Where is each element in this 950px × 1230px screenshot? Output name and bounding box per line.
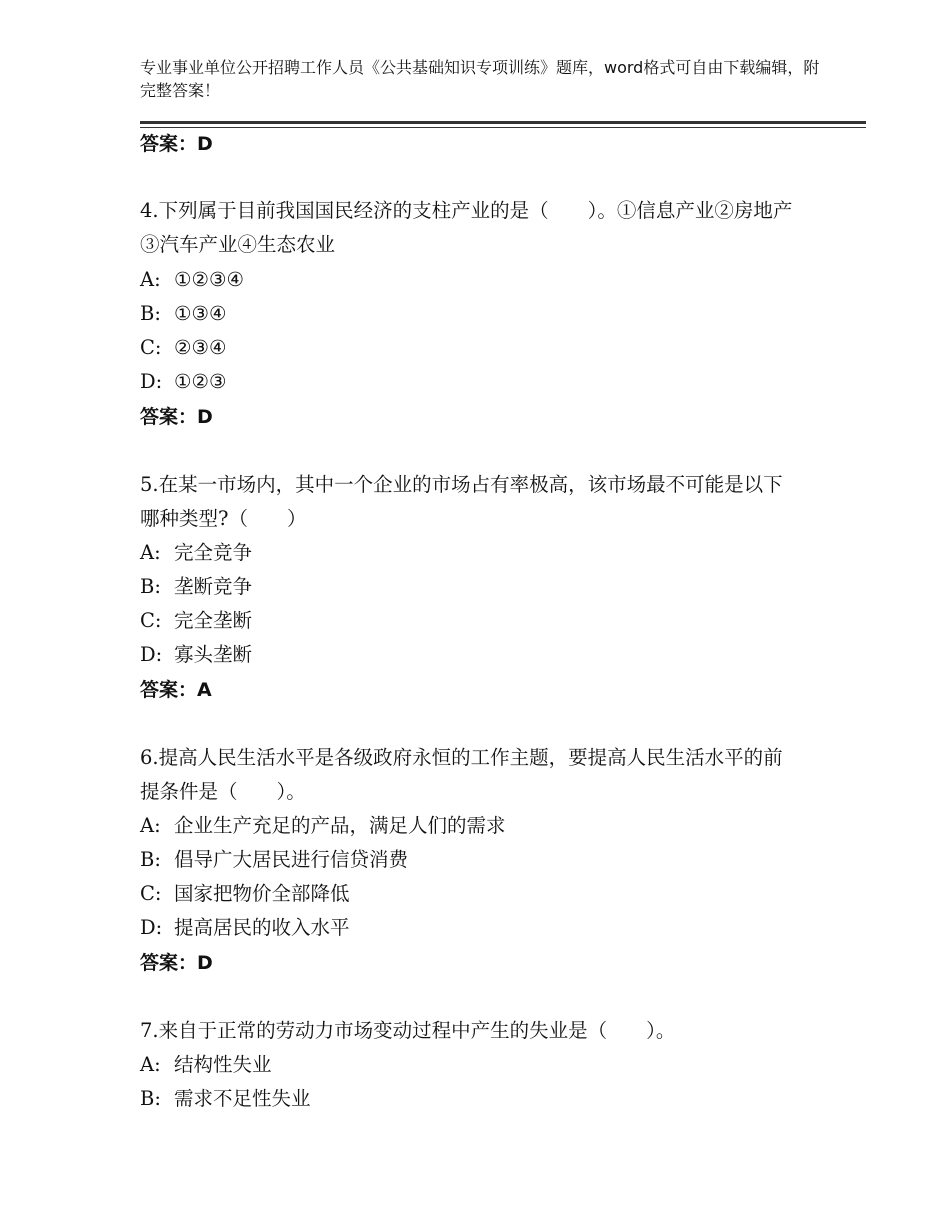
option-label: D: <box>140 916 163 939</box>
option-text: 需求不足性失业 <box>174 1087 311 1110</box>
answer-line <box>140 404 213 430</box>
answer-prefix: 答案： <box>140 133 198 155</box>
option-text: 提高居民的收入水平 <box>174 916 350 939</box>
question-4-option-c <box>140 334 226 362</box>
option-text: ①②③ <box>174 370 227 393</box>
option-label: A: <box>140 268 161 291</box>
option-text: 倡导广大居民进行信贷消费 <box>174 848 409 871</box>
question-6-option-d <box>140 914 350 942</box>
option-label: D: <box>140 370 163 393</box>
option-text: 寡头垄断 <box>174 643 253 666</box>
answer-prefix: 答案： <box>140 679 198 701</box>
document-header: 专业事业单位公开招聘工作人员《公共基础知识专项训练》题库，word格式可自由下载编辑，附完整答案！ <box>140 58 820 100</box>
answer-line <box>140 131 213 157</box>
option-text: 企业生产充足的产品，满足人们的需求 <box>174 814 506 837</box>
option-label: C: <box>140 882 162 905</box>
answer-value: D <box>197 133 213 155</box>
option-label: B: <box>140 848 161 871</box>
question-4-option-d <box>140 368 226 396</box>
question-5-option-d <box>140 641 252 669</box>
question-6-option-a <box>140 812 506 840</box>
option-text: 完全垄断 <box>174 609 253 632</box>
option-label: B: <box>140 1087 161 1110</box>
answer-prefix: 答案： <box>140 406 198 428</box>
question-6: 6.提高人民生活水平是各级政府永恒的工作主题，要提高人民生活水平的前提条件是（ ）。 <box>140 746 783 803</box>
question-5-option-b <box>140 573 252 601</box>
answer-line <box>140 950 213 976</box>
option-text: ①②③④ <box>174 268 244 291</box>
question-7-option-b <box>140 1085 311 1113</box>
option-text: 国家把物价全部降低 <box>174 882 350 905</box>
option-label: B: <box>140 575 161 598</box>
option-text: 垄断竞争 <box>174 575 253 598</box>
question-5-option-c <box>140 607 252 635</box>
question-5: 5.在某一市场内，其中一个企业的市场占有率极高，该市场最不可能是以下哪种类型?（ ） <box>140 473 783 530</box>
question-4: 4.下列属于目前我国国民经济的支柱产业的是（ ）。①信息产业②房地产③汽车产业④生态农业 <box>140 199 793 256</box>
option-label: C: <box>140 609 162 632</box>
option-text: 结构性失业 <box>174 1053 272 1076</box>
question-7: 7.来自于正常的劳动力市场变动过程中产生的失业是（ ）。 <box>140 1019 676 1042</box>
option-label: A: <box>140 1053 161 1076</box>
question-4-option-a <box>140 266 244 294</box>
option-label: D: <box>140 643 163 666</box>
answer-line <box>140 677 212 703</box>
option-label: B: <box>140 302 161 325</box>
option-text: ②③④ <box>174 336 227 359</box>
question-4-option-b <box>140 300 226 328</box>
answer-value: D <box>197 952 213 974</box>
question-5-option-a <box>140 539 252 567</box>
question-7-option-a <box>140 1051 272 1079</box>
option-label: A: <box>140 541 161 564</box>
header-divider-thick <box>140 121 866 124</box>
answer-value: D <box>197 406 213 428</box>
option-text: 完全竞争 <box>174 541 253 564</box>
option-label: A: <box>140 814 161 837</box>
question-6-option-b <box>140 846 408 874</box>
header-divider-thin <box>140 127 866 128</box>
option-text: ①③④ <box>174 302 227 325</box>
question-6-option-c <box>140 880 350 908</box>
answer-value: A <box>197 679 212 701</box>
answer-prefix: 答案： <box>140 952 198 974</box>
option-label: C: <box>140 336 162 359</box>
